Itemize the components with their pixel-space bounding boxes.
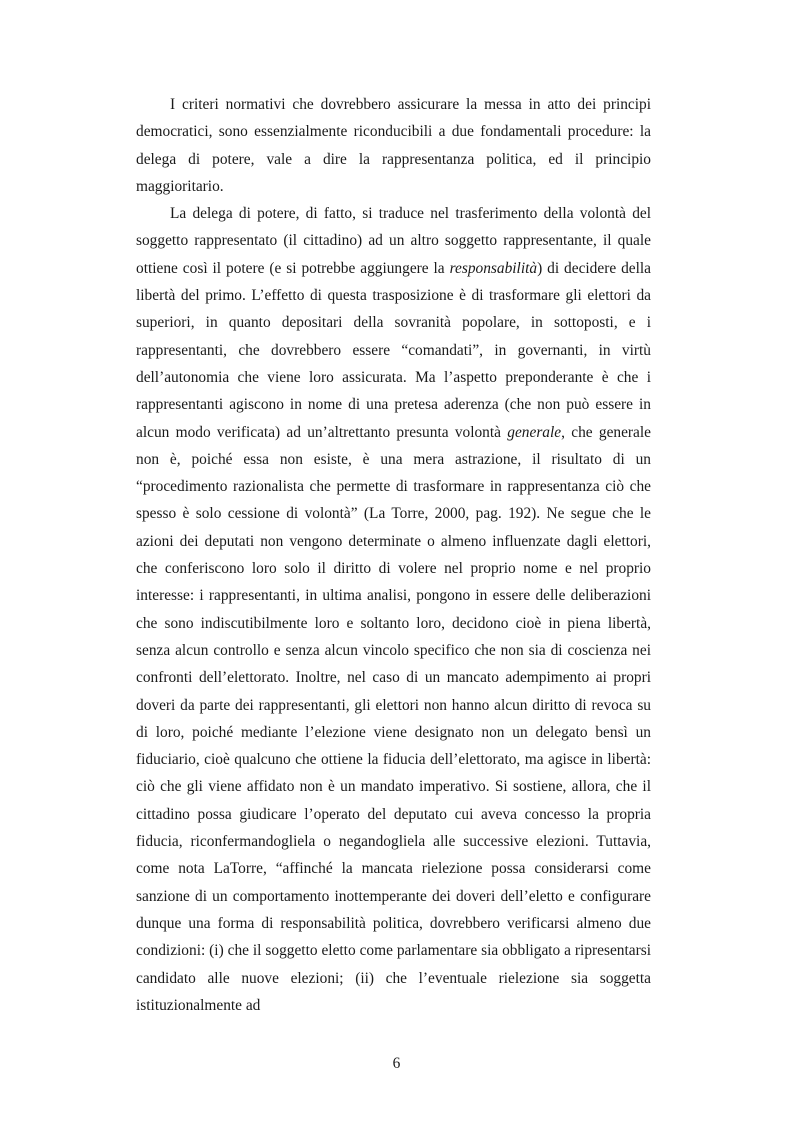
paragraph-2 (136, 200, 651, 1019)
page-body (136, 91, 651, 1019)
text-run: La delega di potere, di fatto, si traduce nel trasferimento della volontà del soggetto rappresentato (il cittadino) ad un altro soggetto rappresentante, il quale ottiene così il potere (e si potrebbe aggiungere la (136, 205, 651, 277)
text-run: ) di decidere della libertà del primo. L’effetto di questa trasposizione è di trasformare gli elettori da superiori, in quanto depositari della sovranità popolare, in sottoposti, e i rappresentanti, che dovrebbero essere “comandati”, in governanti, in virtù dell’autonomia che viene loro assicurata. Ma l’aspetto preponderante è che i rappresentanti agiscono in nome di una pretesa aderenza (che non può essere in alcun modo verificata) ad un’altrettanto presunta volontà (136, 259, 651, 441)
italic-term-responsabilita: responsabilità (449, 259, 538, 277)
paragraph-1 (136, 91, 651, 200)
page-number: 6 (392, 1055, 401, 1072)
italic-term-generale: generale (507, 423, 562, 441)
text-run: , che generale non è, poiché essa non esiste, è una mera astrazione, il risultato di un “procedimento razionalista che permette di trasformare in rappresentanza ciò che spesso è solo cessione di volontà” (La Torre, 2000, pag. 192). Ne segue che le azioni dei deputati non vengono determinate o almeno influenzate dagli elettori, che conferiscono loro solo il diritto di volere nel proprio nome e nel proprio interesse: i rappresentanti, in ultima analisi, pongono in essere delle deliberazioni che sono indiscutibilmente loro e soltanto loro, decidono cioè in piena libertà, senza alcun controllo e senza alcun vincolo specifico che non sia di coscienza nei confronti dell’elettorato. Inoltre, nel caso di un mancato adempimento ai propri doveri da parte dei rappresentanti, gli elettori non hanno alcun diritto di revoca su di loro, poiché mediante l’elezione viene designato non un delegato bensì un fiduciario, cioè qualcuno che ottiene la fiducia dell’elettorato, ma agisce in libertà: ciò che gli viene affidato non è un mandato imperativo. Si sostiene, allora, che il cittadino possa giudicare l’operato del deputato cui aveva concesso la propria fiducia, riconfermandogliela o negandogliela alle successive elezioni. Tuttavia, come nota LaTorre, “affinché la mancata rielezione possa considerarsi come sanzione di un comportamento inottemperante dei doveri dell’eletto e configurare dunque una forma di responsabilità politica, dovrebbero verificarsi almeno due condizioni: (i) che il soggetto eletto come parlamentare sia obbligato a ripresentarsi candidato alle nuove elezioni; (ii) che l’eventuale rielezione sia soggetta istituzionalmente ad (136, 423, 651, 1014)
text-run: I criteri normativi che dovrebbero assicurare la messa in atto dei principi democratici, sono essenzialmente riconducibili a due fondamentali procedure: la delega di potere, vale a dire la rappresentanza politica, ed il principio maggioritario. (136, 96, 651, 195)
